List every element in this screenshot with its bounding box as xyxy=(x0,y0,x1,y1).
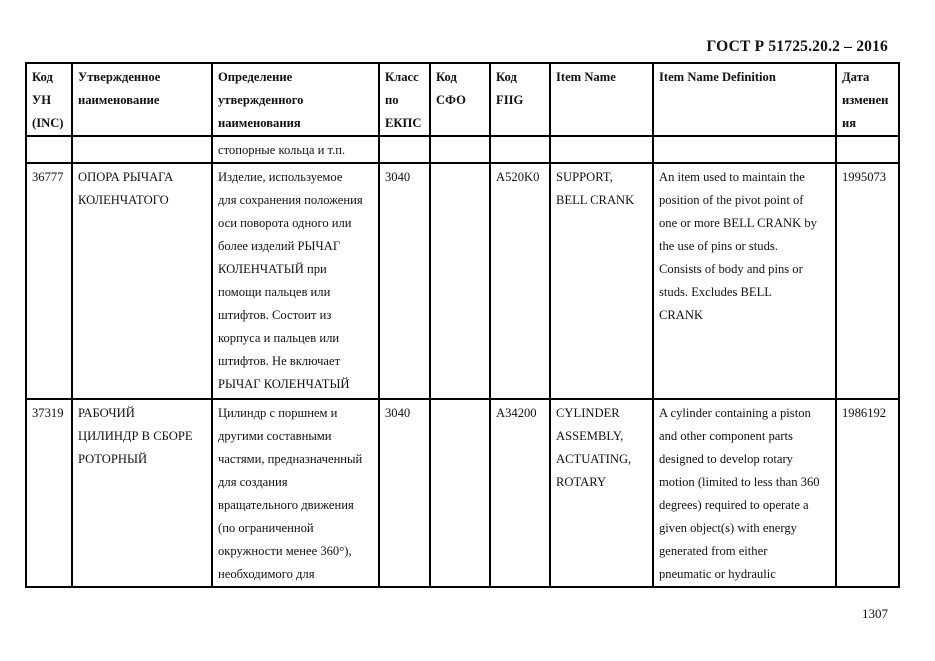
cell-item-name-definition: An item used to maintain the position of the pivot point of one or more BELL CRANK by the use of pins or studs. Consists of body and pins or studs. Excludes BELL CRANK xyxy=(653,163,836,399)
header-change-date: Дата изменен ия xyxy=(836,63,899,136)
header-item-name-definition: Item Name Definition xyxy=(653,63,836,136)
header-inc: Код УН (INC) xyxy=(26,63,72,136)
cell-sfo xyxy=(430,399,490,587)
cell-class: 3040 xyxy=(379,163,430,399)
cell-fiig: A520K0 xyxy=(490,163,550,399)
cell-approved-name xyxy=(72,136,212,163)
cell-fiig: A34200 xyxy=(490,399,550,587)
cell-definition-ru: Цилиндр с поршнем и другими составными частями, предназначенный для создания вращательного движения (по ограниченной окружности менее 360°), необходимого для xyxy=(212,399,379,587)
cell-item-name xyxy=(550,136,653,163)
cell-item-name: SUPPORT, BELL CRANK xyxy=(550,163,653,399)
table-header-row xyxy=(26,63,899,136)
cell-inc xyxy=(26,136,72,163)
cell-inc: 37319 xyxy=(26,399,72,587)
document-standard-id: ГОСТ Р 51725.20.2 – 2016 xyxy=(706,38,888,55)
cell-change-date: 1995073 xyxy=(836,163,899,399)
header-sfo: Код СФО xyxy=(430,63,490,136)
cell-inc: 36777 xyxy=(26,163,72,399)
cell-change-date: 1986192 xyxy=(836,399,899,587)
cell-fiig xyxy=(490,136,550,163)
cell-definition-ru: стопорные кольца и т.п. xyxy=(212,136,379,163)
cell-approved-name: РАБОЧИЙ ЦИЛИНДР В СБОРЕ РОТОРНЫЙ xyxy=(72,399,212,587)
cell-item-name-definition xyxy=(653,136,836,163)
header-item-name: Item Name xyxy=(550,63,653,136)
cell-approved-name: ОПОРА РЫЧАГА КОЛЕНЧАТОГО xyxy=(72,163,212,399)
cell-item-name-definition: A cylinder containing a piston and other component parts designed to develop rotary motion (limited to less than 360 degrees) required to operate a given object(s) with energy generated from either pneumatic or hydraulic xyxy=(653,399,836,587)
header-fiig: Код FIIG xyxy=(490,63,550,136)
table-row xyxy=(26,163,899,399)
cell-sfo xyxy=(430,163,490,399)
cell-sfo xyxy=(430,136,490,163)
cell-class: 3040 xyxy=(379,399,430,587)
header-approved-name: Утвержденное наименование xyxy=(72,63,212,136)
header-class: Класс по ЕКПС xyxy=(379,63,430,136)
cell-item-name: CYLINDER ASSEMBLY, ACTUATING, ROTARY xyxy=(550,399,653,587)
catalog-table xyxy=(25,62,900,588)
cell-definition-ru: Изделие, используемое для сохранения положения оси поворота одного или более изделий РЫЧАГ КОЛЕНЧАТЫЙ при помощи пальцев или штифтов. Состоит из корпуса и пальцев или штифтов. Не включает РЫЧАГ КОЛЕНЧАТЫЙ xyxy=(212,163,379,399)
cell-class xyxy=(379,136,430,163)
table-row xyxy=(26,399,899,587)
header-definition-ru: Определение утвержденного наименования xyxy=(212,63,379,136)
continuation-row xyxy=(26,136,899,163)
cell-change-date xyxy=(836,136,899,163)
page-number: 1307 xyxy=(862,606,888,621)
